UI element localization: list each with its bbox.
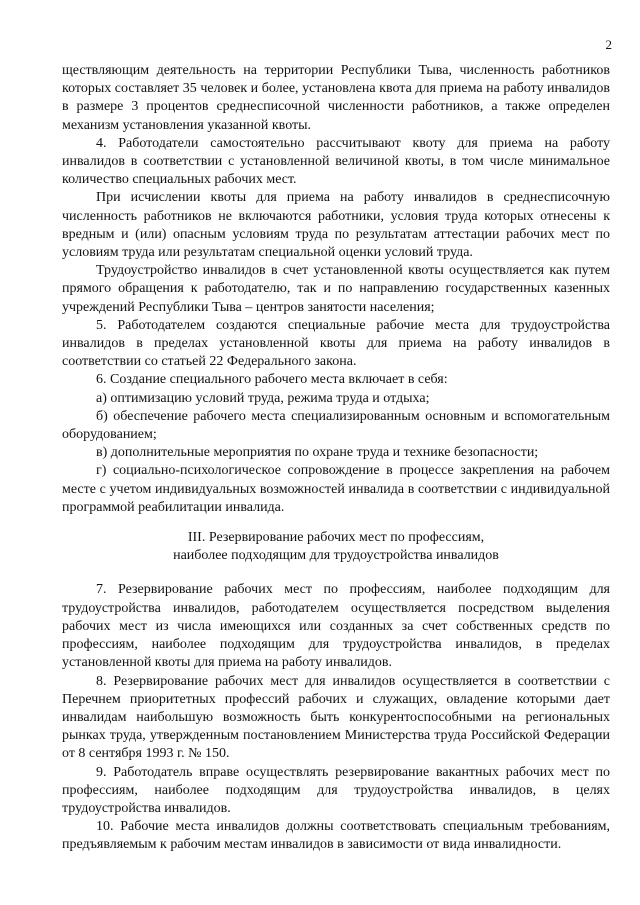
section-heading-line: III. Резервирование рабочих мест по профессиям,	[187, 530, 485, 546]
paragraph: а) оптимизацию условий труда, режима труда и отдыха;	[96, 390, 430, 406]
paragraph: 6. Создание специального рабочего места включает в себя:	[96, 372, 448, 388]
paragraph: б) обеспечение рабочего места специализированным основным и вспомогательным оборудованием;	[62, 408, 610, 443]
paragraph: г) социально-психологическое сопровождение в процессе закрепления на рабочем месте с учетом индивидуальных возможностей инвалида в соответствии с индивидуальной программой реабилитации инвалида.	[62, 463, 610, 515]
paragraph: ществляющим деятельность на территории Республики Тыва, численность работников которых составляет 35 человек и более, установлена квота для приема на работу инвалидов в размере 3 процентов среднесписочной численности работников, а также определен механизм установления указанной квоты.	[62, 63, 610, 133]
paragraph: 7. Резервирование рабочих мест по профессиям, наиболее подходящим для трудоустройства инвалидов, работодателем осуществляется посредством выделения рабочих мест из числа имеющихся или созданных за счет собственных средств по профессиям, наиболее подходящим для трудоустройства инвалидов, в пределах установленной квоты для приема на работу инвалидов.	[62, 582, 610, 671]
paragraph: 9. Работодатель вправе осуществлять резервирование вакантных рабочих мест по профессиям, наиболее подходящим для трудоустройства инвалидов, в целях трудоустройства инвалидов.	[62, 764, 610, 816]
paragraph: Трудоустройство инвалидов в счет установленной квоты осуществляется как путем прямого обращения к работодателю, так и по направлению государственных казенных учреждений Республики Тыва – центров занятости населения;	[62, 263, 610, 315]
paragraphs-before-section	[62, 62, 610, 517]
paragraph: 4. Работодатели самостоятельно рассчитывают квоту для приема на работу инвалидов в соответствии с установленной величиной квоты, в том числе минимальное количество специальных рабочих мест.	[62, 135, 610, 188]
paragraph: 8. Резервирование рабочих мест для инвалидов осуществляется в соответствии с Перечнем приоритетных профессий рабочих и служащих, овладение которыми дает инвалидам наибольшую возможность быть конкурентоспособными на региональных рынках труда, утвержденным постановлением Министерства труда Российской Федерации от 8 сентября 1993 г. № 150.	[62, 673, 610, 762]
paragraph: 5. Работодателем создаются специальные рабочие места для трудоустройства инвалидов в пределах установленной квоты для приема на работу инвалидов в соответствии со статьей 22 Федерального закона.	[62, 317, 610, 370]
section-heading-line: наиболее подходящим для трудоустройства инвалидов	[173, 548, 499, 564]
paragraph: При исчислении квоты для приема на работу инвалидов в среднесписочную численность работников не включаются работники, условия труда которых отнесены к вредным и (или) опасным условиям труда по результатам аттестации рабочих мест по условиям труда или результатам специальной оценки условий труда.	[62, 190, 610, 261]
paragraphs-after-section	[62, 581, 610, 854]
page-number: 2	[605, 37, 612, 52]
paragraph: 10. Рабочие места инвалидов должны соответствовать специальным требованиям, предъявляемым к рабочим местам инвалидов в зависимости от вида инвалидности.	[62, 819, 610, 853]
paragraph: в) дополнительные мероприятия по охране труда и технике безопасности;	[96, 445, 539, 461]
document-body	[62, 62, 610, 855]
section-heading	[62, 529, 610, 565]
